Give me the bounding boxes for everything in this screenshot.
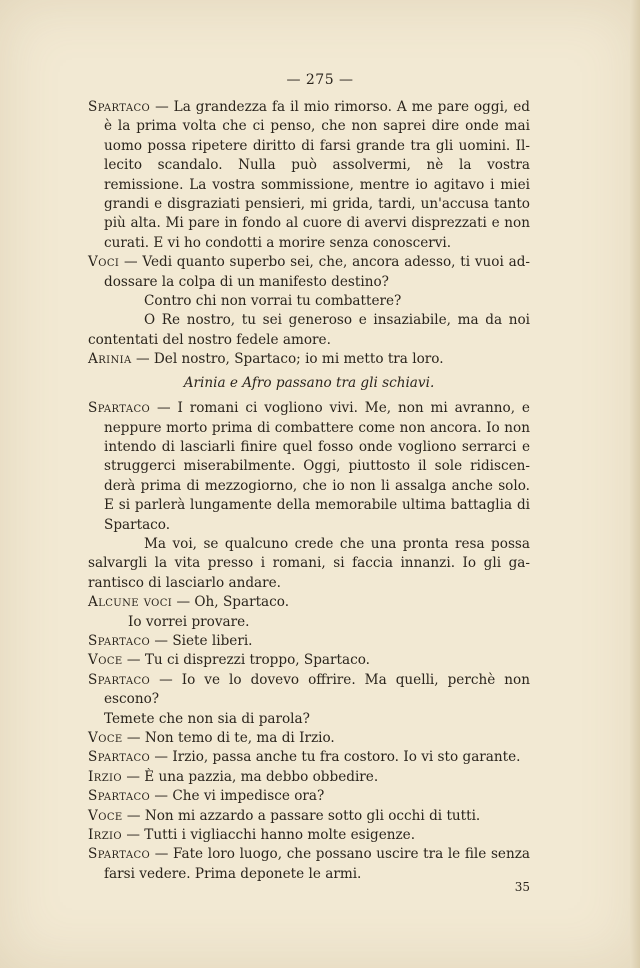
signature-mark: 35 bbox=[514, 880, 530, 894]
speech-text: La grandezza fa il mio rimorso. A me pare oggi, ed è la prima volta che ci penso, che non saprei dire onde mai uomo possa ripetere diritto di farsi grande tra gli uomini. Illecito scandalo. Nulla può assolvermi, nè la vostra remissione. La vostra sommissione, mentre io agitavo i miei grandi e disgraziati pensieri, mi grida, tardi, un'accusa tanto più alta. Mi pare in fondo al cuore di avervi disprezzati e non curati. E vi ho condotti a morire senza conoscervi. bbox=[104, 99, 530, 251]
dialogue-line: Spartaco — Siete liberi. bbox=[88, 632, 253, 649]
speech-text: Del nostro, Spartaco; io mi metto tra loro. bbox=[153, 351, 444, 368]
speaker-name: Irzio bbox=[88, 827, 122, 844]
dialogue-line: Spartaco — Che vi impedisce ora? bbox=[88, 788, 325, 805]
speech-text: Fate loro luogo, che possano uscire tra le file senza farsi vedere. Prima deponete le armi. bbox=[104, 846, 530, 882]
dialogue-line: Voce — Non mi azzardo a passare sotto gli occhi di tutti. bbox=[88, 807, 481, 824]
dialogue-line: Voce — Tu ci disprezzi troppo, Spartaco. bbox=[88, 652, 370, 669]
speaker-name: Voci bbox=[88, 254, 120, 271]
speech-continuation: Ma voi, se qualcuno crede che una pronta resa possa salvargli la vita presso i romani, si faccia innanzi. Io gli garantisco di lasciarlo andare. bbox=[88, 535, 530, 591]
dialogue-line: Spartaco — Io ve lo dovevo offrire. Ma quelli, perchè non escono? bbox=[88, 671, 530, 708]
dialogue-line: Irzio — Tutti i vigliacchi hanno molte esigenze. bbox=[88, 827, 416, 844]
speech-text: Oh, Spartaco. bbox=[194, 594, 290, 611]
speaker-name: Spartaco bbox=[88, 788, 151, 805]
dialogue-line: Spartaco — La grandezza fa il mio rimorso. A me pare oggi, ed è la prima volta che ci penso, che non saprei dire onde mai uomo possa ripetere diritto di farsi grande tra gli uomini. Illecito scandalo. Nulla può assolvermi, nè la vostra remissione. La vostra sommissione, mentre io agitavo i miei grandi e disgraziati pensieri, mi grida, tardi, un'accusa tanto più alta. Mi pare in fondo al cuore di avervi disprezzati e non curati. E vi ho condotti a morire senza conoscervi. bbox=[88, 99, 530, 251]
dialogue-line: Irzio — È una pazzia, ma debbo obbedire. bbox=[88, 768, 379, 785]
speech-text: Io ve lo dovevo offrire. Ma quelli, perchè non escono? bbox=[104, 671, 530, 708]
speaker-name: Spartaco bbox=[88, 632, 151, 649]
dialogue-text bbox=[88, 98, 530, 884]
speaker-name: Alcune voci bbox=[88, 594, 173, 611]
speech-text: È una pazzia, ma debbo obbedire. bbox=[144, 768, 379, 785]
speaker-name: Irzio bbox=[88, 768, 122, 785]
speaker-name: Spartaco bbox=[88, 749, 151, 766]
speech-text: Irzio, passa anche tu fra costoro. Io vi sto garante. bbox=[172, 749, 521, 766]
speech-continuation: Temete che non sia di parola? bbox=[104, 710, 310, 727]
dialogue-line: Arinia — Del nostro, Spartaco; io mi metto tra loro. bbox=[88, 351, 444, 368]
speech-continuation: O Re nostro, tu sei generoso e insaziabile, ma da noi contentati del nostro fedele amore. bbox=[88, 312, 530, 348]
speech-text: Non temo di te, ma di Irzio. bbox=[144, 730, 335, 746]
speaker-name: Voce bbox=[88, 730, 123, 746]
dialogue-line: Spartaco — Fate loro luogo, che possano uscire tra le file senza farsi vedere. Prima deponete le armi. bbox=[88, 846, 530, 882]
dialogue-line: Voce — Non temo di te, ma di Irzio. bbox=[88, 730, 335, 746]
speech-continuation: Contro chi non vorrai tu combattere? bbox=[144, 293, 402, 310]
dialogue-line: Alcune voci — Oh, Spartaco. bbox=[88, 594, 290, 611]
speech-text: Siete liberi. bbox=[172, 632, 253, 649]
speech-text: Vedi quanto superbo sei, che, ancora adesso, ti vuoi addossare la colpa di un manifesto destino? bbox=[104, 254, 530, 290]
speaker-name: Arinia bbox=[88, 351, 132, 368]
speech-text: Tu ci disprezzi troppo, Spartaco. bbox=[144, 652, 370, 669]
speaker-name: Spartaco bbox=[88, 400, 151, 417]
stage-direction: Arinia e Afro passano tra gli schiavi. bbox=[183, 374, 435, 391]
speech-text: Tutti i vigliacchi hanno molte esigenze. bbox=[144, 827, 416, 844]
speaker-name: Spartaco bbox=[88, 671, 151, 688]
page-number: — 275 — bbox=[286, 72, 354, 88]
speech-text: Che vi impedisce ora? bbox=[172, 788, 325, 805]
dialogue-line: Spartaco — I romani ci vogliono vivi. Me, non mi avranno, e neppure morto prima di combattere come non ancora. Io non intendo di lasciarli finire quel fosso onde vogliono serrarci e struggerci miserabilmente. Oggi, piuttosto il sole ridiscenderà prima di mezzogiorno, che io non li assalga anche solo. E si parlerà lungamente della memorabile ultima battaglia di Spartaco. bbox=[88, 400, 530, 533]
speaker-name: Voce bbox=[88, 807, 123, 824]
speaker-name: Voce bbox=[88, 652, 123, 669]
dialogue-line: Spartaco — Irzio, passa anche tu fra costoro. Io vi sto garante. bbox=[88, 749, 521, 766]
dialogue-line: Voci — Vedi quanto superbo sei, che, ancora adesso, ti vuoi addossare la colpa di un manifesto destino? bbox=[88, 254, 530, 290]
speech-text: Non mi azzardo a passare sotto gli occhi di tutti. bbox=[144, 807, 481, 824]
page-edge bbox=[630, 0, 640, 968]
speaker-name: Spartaco bbox=[88, 99, 151, 115]
speaker-name: Spartaco bbox=[88, 846, 151, 863]
speech-text: I romani ci vogliono vivi. Me, non mi avranno, e neppure morto prima di combattere come non ancora. Io non intendo di lasciarli finire quel fosso onde vogliono serrarci e struggerci miserabilmente. Oggi, piuttosto il sole ridiscenderà prima di mezzogiorno, che io non li assalga anche solo. E si parlerà lungamente della memorabile ultima battaglia di Spartaco. bbox=[104, 400, 530, 533]
speech-continuation: Io vorrei provare. bbox=[128, 613, 250, 630]
